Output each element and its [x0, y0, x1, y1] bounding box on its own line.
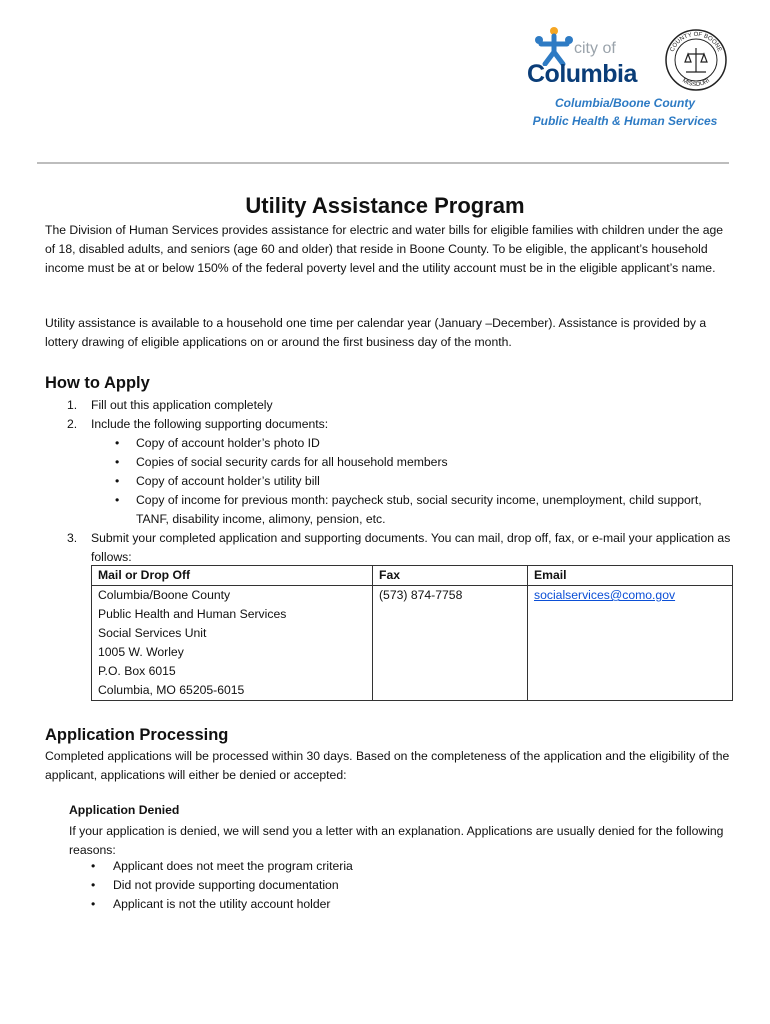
list-item	[45, 895, 353, 914]
page-title: Utility Assistance Program	[245, 193, 525, 218]
step-item	[45, 396, 731, 415]
bullet-icon: •	[91, 897, 96, 911]
reason-text: Applicant does not meet the program criteria	[113, 859, 353, 873]
list-item	[45, 857, 353, 876]
document-text: Copy of account holder’s photo ID	[136, 436, 320, 450]
bullet-icon: •	[115, 455, 120, 469]
logo-city-of: city of	[574, 40, 616, 57]
step-text: Submit your completed application and supporting documents. You can mail, drop off, fax, or e-mail your application as follows:	[91, 531, 731, 564]
step-number: 1.	[67, 398, 78, 412]
document-text: Copy of account holder’s utility bill	[136, 474, 320, 488]
reason-text: Did not provide supporting documentation	[113, 878, 339, 892]
boone-county-seal	[664, 28, 728, 92]
list-item	[45, 876, 353, 895]
contact-table	[91, 565, 733, 701]
document-item	[91, 491, 731, 529]
document-text: Copies of social security cards for all household members	[136, 455, 448, 469]
address-line: Columbia/Boone County	[98, 588, 231, 602]
how-to-apply-heading: How to Apply	[45, 374, 150, 392]
seal-text-top: COUNTY OF BOONE	[669, 31, 723, 53]
fax-cell	[373, 586, 528, 701]
application-processing-heading: Application Processing	[45, 726, 229, 744]
step-item	[45, 529, 731, 567]
svg-text:MISSOURI	[681, 78, 711, 88]
address-line: Columbia, MO 65205-6015	[98, 683, 245, 697]
step-text: Fill out this application completely	[91, 398, 273, 412]
address-line: P.O. Box 6015	[98, 664, 176, 678]
reason-text: Applicant is not the utility account holder	[113, 897, 331, 911]
fax-number: (573) 874-7758	[379, 588, 463, 602]
bullet-icon: •	[91, 878, 96, 892]
document-item	[91, 453, 731, 472]
header-mail: Mail or Drop Off	[92, 566, 373, 586]
email-cell	[528, 586, 733, 701]
logo-columbia: Columbia	[527, 60, 637, 88]
header-fax: Fax	[373, 566, 528, 586]
bullet-icon: •	[115, 474, 120, 488]
bullet-icon: •	[115, 436, 120, 450]
address-line: 1005 W. Worley	[98, 645, 184, 659]
city-of-columbia-logo	[527, 26, 657, 90]
intro-paragraph-1: The Division of Human Services provides assistance for electric and water bills for eligible families with children under the age of 18, disabled adults, and seniors (age 60 and older) that reside in Boone County. To be eligible, the applicant’s household income must be at or below 150% of the federal poverty level and the utility account must be in the eligible applicant’s name.	[45, 223, 724, 275]
mail-address-cell	[92, 586, 373, 701]
header-email: Email	[528, 566, 733, 586]
address-line: Social Services Unit	[98, 626, 207, 640]
application-denied-heading: Application Denied	[69, 803, 180, 817]
bullet-icon: •	[91, 859, 96, 873]
address-line: Public Health and Human Services	[98, 607, 287, 621]
denial-reasons-list	[45, 857, 353, 914]
table-row	[92, 586, 733, 701]
denied-paragraph: If your application is denied, we will send you a letter with an explanation. Applications are usually denied for the following reasons:	[69, 824, 724, 857]
agency-name-line1: Columbia/Boone County	[555, 96, 695, 110]
seal-text-bottom: MISSOURI	[681, 77, 712, 89]
documents-list	[91, 434, 731, 529]
step-number: 2.	[67, 417, 78, 431]
bullet-icon: •	[115, 493, 120, 507]
agency-name-line2: Public Health & Human Services	[532, 114, 718, 128]
application-steps	[45, 396, 731, 567]
header-divider	[37, 162, 729, 164]
table-header-row	[92, 566, 733, 586]
intro-paragraph-2: Utility assistance is available to a household one time per calendar year (January –December). Assistance is provided by a lottery drawing of eligible applications on or around the first business day of the month.	[45, 316, 707, 349]
step-text: Include the following supporting documents:	[91, 417, 329, 431]
email-link[interactable]: socialservices@como.gov	[534, 588, 676, 602]
document-item	[91, 434, 731, 453]
document-text: Copy of income for previous month: paycheck stub, social security income, unemployment, child support, TANF, disability income, alimony, pension, etc.	[136, 493, 702, 526]
step-item	[45, 415, 731, 529]
document-item	[91, 472, 731, 491]
step-number: 3.	[67, 531, 78, 545]
processing-paragraph: Completed applications will be processed within 30 days. Based on the completeness of the application and the eligibility of the applicant, applications will either be denied or accepted:	[45, 749, 730, 782]
